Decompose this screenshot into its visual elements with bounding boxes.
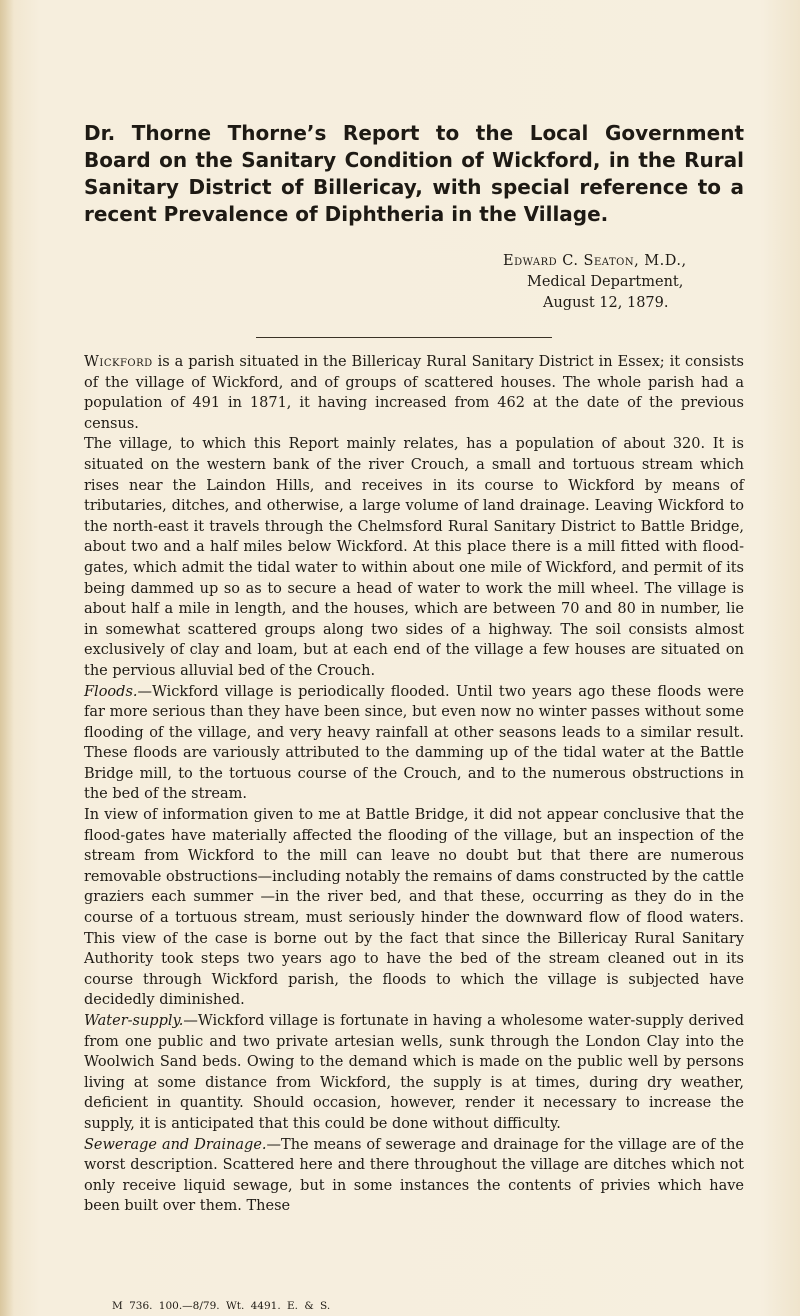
paragraph-sewerage	[84, 1135, 744, 1217]
paragraph-text: In view of information given to me at Battle Bridge, it did not appear conclusive that the flood-gates have materially affected the flooding of the village, but an inspection of the stream from Wickford to the mill can leave no doubt but that there are numerous removable obstructions—including notably the remains of dams constructed by the cattle graziers each summer —in the river bed, and that these, occurring as they do in the course of a tortuous stream, must seriously hinder the downward flow of flood waters. This view of the case is borne out by the fact that since the Billericay Rural Sanitary Authority took steps two years ago to have the bed of the stream cleaned out in its course through Wickford parish, the floods to which the village is subjected have decidedly diminished.	[84, 807, 744, 1009]
section-heading-sewerage: Sewerage and Drainage.	[84, 1136, 267, 1153]
report-title: Dr. Thorne Thorne’s Report to the Local Government Board on the Sanitary Condition of Wickford, in the Rural Sanitary District of Billericay, with special reference to a recent Prevalence of Diphtheria in the Village.	[84, 121, 744, 226]
paragraph-water-supply	[84, 1011, 744, 1135]
section-heading-floods: Floods.	[84, 683, 138, 700]
page-edge-shadow	[0, 0, 14, 1316]
paragraph-intro	[84, 352, 744, 434]
signature-block	[503, 251, 743, 314]
paragraph-floods	[84, 682, 744, 806]
signature-department: Medical Department,	[527, 274, 684, 290]
paragraph-text: The village, to which this Report mainly relates, has a population of about 320. It is situated on the western bank of the river Crouch, a small and tortuous stream which rises near the Laindon Hills, and receives in its course to Wickford by means of tributaries, ditches, and otherwise, a large volume of land drainage. Leaving Wickford to the north-east it travels through the Chelmsford Rural Sanitary District to Battle Bridge, about two and a half miles below Wickford. At this place there is a mill fitted with flood-gates, which admit the tidal water to within about one mile of Wickford, and permit of its being dammed up so as to secure a head of water to work the mill wheel. The village is about half a mile in length, and the houses, which are between 70 and 80 in number, lie in somewhat scattered groups along two sides of a highway. The soil consists almost exclusively of clay and loam, but at each end of the village a few houses are situated on the pervious alluvial bed of the Crouch.	[84, 436, 744, 679]
signature-date: August 12, 1879.	[543, 295, 669, 311]
paragraph-village	[84, 434, 744, 681]
paragraph-flood-gates	[84, 805, 744, 1011]
signature-name: Edward C. Seaton, M.D.,	[503, 253, 687, 269]
report-body	[84, 352, 744, 1217]
lead-word: Wickford	[84, 354, 153, 370]
section-divider	[256, 337, 552, 338]
print-footer: M 736. 100.—8/79. Wt. 4491. E. & S.	[112, 1300, 331, 1312]
paragraph-text: —Wickford village is fortunate in having a wholesome water-supply derived from one public and two private artesian wells, sunk through the London Clay into the Woolwich Sand beds. Owing to the demand which is made on the public well by persons living at some distance from Wickford, the supply is at times, during dry weather, deficient in quantity. Should occasion, however, render it necessary to increase the supply, it is anticipated that this could be done without difficulty.	[84, 1013, 744, 1132]
paragraph-text: is a parish situated in the Billericay Rural Sanitary District in Essex; it consists of the village of Wickford, and of groups of scattered houses. The whole parish had a population of 491 in 1871, it having increased from 462 at the date of the previous census.	[84, 354, 744, 432]
paragraph-text: —The means of sewerage and drainage for the village are of the worst description. Scattered here and there throughout the village are ditches which not only receive liquid sewage, but in some instances the contents of privies which have been built over them. These	[84, 1136, 744, 1215]
section-heading-water-supply: Water-supply.	[84, 1013, 184, 1029]
paragraph-text: —Wickford village is periodically flooded. Until two years ago these floods were far more serious than they have been since, but even now no winter passes without some flooding of the village, and very heavy rainfall at other seasons leads to a similar result. These floods are variously attributed to the damming up of the tidal water at the Battle Bridge mill, to the tortuous course of the Crouch, and to the numerous obstructions in the bed of the stream.	[84, 683, 744, 803]
